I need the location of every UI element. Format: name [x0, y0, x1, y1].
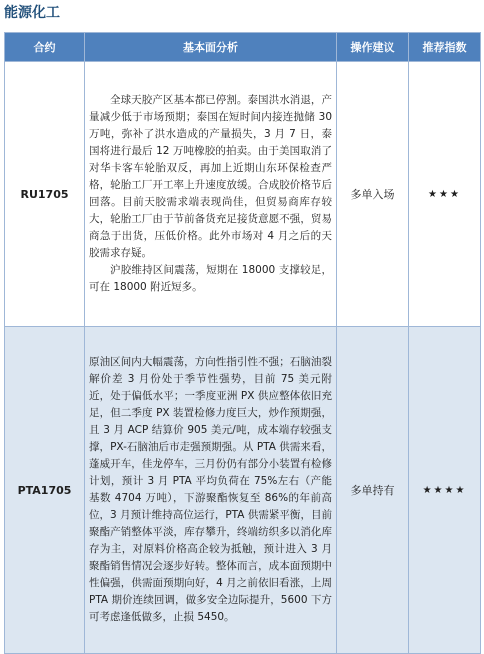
- section-title: 能源化工: [4, 5, 60, 21]
- header-analysis: 基本面分析: [85, 33, 337, 62]
- analysis-cell: [85, 327, 337, 654]
- operation-cell: 多单持有: [337, 327, 409, 654]
- rating-stars: ★★★: [409, 62, 481, 327]
- operation-cell: 多单入场: [337, 62, 409, 327]
- analysis-cell: [85, 62, 337, 327]
- header-rating: 推荐指数: [409, 33, 481, 62]
- analysis-table: [4, 32, 481, 654]
- analysis-paragraph: 原油区间内大幅震荡，方向性指引性不强；石脑油裂解价差 3 月份处于季节性强势，目前 75 美元附近，处于偏低水平；一季度亚洲 PX 供应整体依旧充足，但二季度 PX 装置检修力度巨大，炒作预期强，且 3 月 ACP 结算价 905 美元/吨，成本端存较强支撑，PX-石脑油后市走强预期强。从 PTA 供需来看，蓬威开车，佳龙停车，三月份仍有部分小装置有检修计划，预计 3 月 PTA 平均负荷在 75%左右（产能基数 4704 万吨），下游聚酯恢复至 86%的年前高位，3 月预计维持高位运行，PTA 供需紧平衡，目前聚酯产销整体平淡，库存攀升，终端纺织多以消化库存为主，对原料价格高企较为抵触，预计进入 3 月聚酯销售情况会逐步好转。整体而言，成本面预期中性偏强，供需面预期向好，4 月之前依旧看涨，上周 PTA 期价连续回调，做多安全边际提升，5600 下方可考虑逢低做多，止损 5450。: [89, 356, 332, 623]
- analysis-paragraph: 全球天胶产区基本都已停割。泰国洪水消退，产量减少低于市场预期；泰国在短时间内接连抛储 30 万吨，弥补了洪水造成的产量损失，3 月 7 日，泰国将进行最后 12 万吨橡胶的拍卖。由于美国取消了对华卡客车轮胎双反，再加上近期山东环保检查严格，轮胎工厂开工率上升速度放缓。合成胶价格节后回落。目前天胶需求端表现尚佳，但贸易商库存较大，轮胎工厂由于节前备货充足接货意愿不强，贸易商急于出货，压低价格。此外市场对 4 月之后的天胶需求存疑。: [89, 94, 332, 259]
- analysis-paragraph: 沪胶维持区间震荡，短期在 18000 支撑较足，可在 18000 附近短多。: [89, 264, 332, 293]
- header-contract: 合约: [5, 33, 85, 62]
- table-row: [5, 327, 481, 654]
- table-header-row: [5, 33, 481, 62]
- rating-stars: ★★★★: [409, 327, 481, 654]
- contract-cell: RU1705: [5, 62, 85, 327]
- contract-cell: PTA1705: [5, 327, 85, 654]
- header-operation: 操作建议: [337, 33, 409, 62]
- table-row: [5, 62, 481, 327]
